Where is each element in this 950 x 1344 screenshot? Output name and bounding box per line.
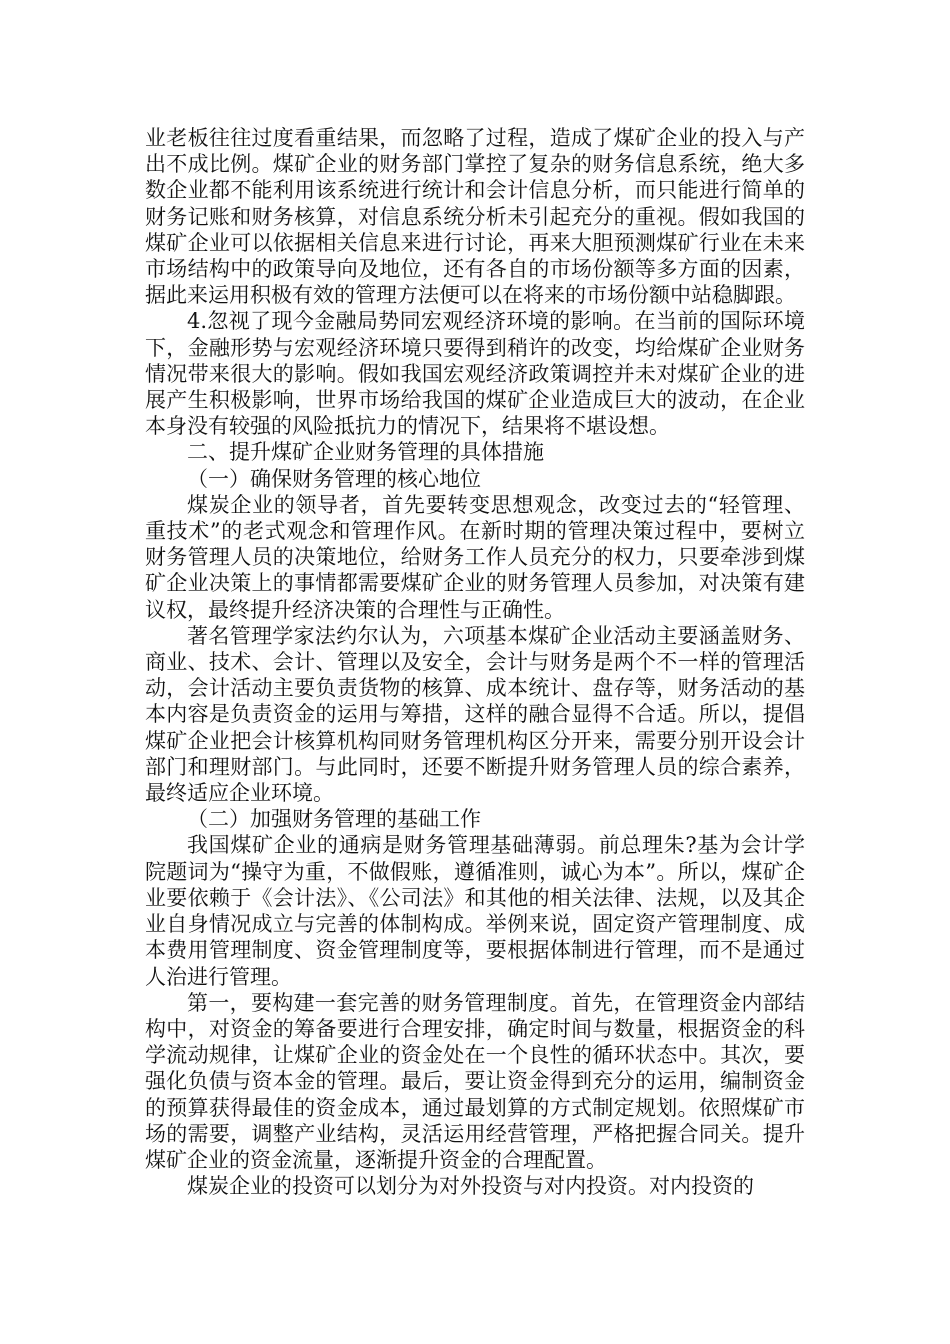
subsection-heading: （一）确保财务管理的核心地位 (187, 466, 481, 491)
paragraph: 4.忽视了现今金融局势同宏观经济环境的影响。在当前的国际环境下，金融形势与宏观经济环境只要得到稍许的改变，均给煤矿企业财务情况带来很大的影响。假如我国宏观经济政策调控并未对煤矿企业的进展产生积极影响，世界市场给我国的煤矿企业造成巨大的波动，在企业本身没有较强的风险抵抗力的情况下，结果将不堪设想。 (145, 309, 805, 439)
paragraph: 第一，要构建一套完善的财务管理制度。首先，在管理资金内部结构中，对资金的筹备要进行合理安排，确定时间与数量，根据资金的科学流动规律，让煤矿企业的资金处在一个良性的循环状态中。其次，要强化负债与资本金的管理。最后，要让资金得到充分的运用，编制资金的预算获得最佳的资金成本，通过最划算的方式制定规划。依照煤矿市场的需要，调整产业结构，灵活运用经营管理，严格把握合同关。提升煤矿企业的资金流量，逐渐提升资金的合理配置。 (145, 990, 805, 1172)
section-heading: 二、提升煤矿企业财务管理的具体措施 (187, 440, 544, 465)
paragraph: 煤炭企业的领导者，首先要转变思想观念，改变过去的“轻管理、重技术”的老式观念和管理作风。在新时期的管理决策过程中，要树立财务管理人员的决策地位，给财务工作人员充分的权力，只要牵涉到煤矿企业决策上的事情都需要煤矿企业的财务管理人员参加，对决策有建议权，最终提升经济决策的合理性与正确性。 (145, 492, 805, 622)
paragraph: 我国煤矿企业的通病是财务管理基础薄弱。前总理朱?基为会计学院题词为“操守为重，不做假账，遵循准则，诚心为本”。所以，煤矿企业要依赖于《会计法》、《公司法》和其他的相关法律、法规，以及其企业自身情况成立与完善的体制构成。举例来说，固定资产管理制度、成本费用管理制度、资金管理制度等，要根据体制进行管理，而不是通过人治进行管理。 (145, 833, 805, 989)
paragraph: 煤炭企业的投资可以划分为对外投资与对内投资。对内投资的 (187, 1174, 754, 1199)
document-body (145, 125, 805, 1199)
paragraph: 著名管理学家法约尔认为，六项基本煤矿企业活动主要涵盖财务、商业、技术、会计、管理以及安全，会计与财务是两个不一样的管理活动，会计活动主要负责货物的核算、成本统计、盘存等，财务活动的基本内容是负责资金的运用与筹措，这样的融合显得不合适。所以，提倡煤矿企业把会计核算机构同财务管理机构区分开来，需要分别开设会计部门和理财部门。与此同时，还要不断提升财务管理人员的综合素养，最终适应企业环境。 (145, 623, 805, 806)
paragraph: 业老板往往过度看重结果，而忽略了过程，造成了煤矿企业的投入与产出不成比例。煤矿企业的财务部门掌控了复杂的财务信息系统，绝大多数企业都不能利用该系统进行统计和会计信息分析，而只能进行简单的财务记账和财务核算，对信息系统分析未引起充分的重视。假如我国的煤矿企业可以依据相关信息来进行讨论，再来大胆预测煤矿行业在未来市场结构中的政策导向及地位，还有各自的市场份额等多方面的因素，据此来运用积极有效的管理方法便可以在将来的市场份额中站稳脚跟。 (145, 126, 805, 308)
subsection-heading: （二）加强财务管理的基础工作 (187, 807, 481, 832)
